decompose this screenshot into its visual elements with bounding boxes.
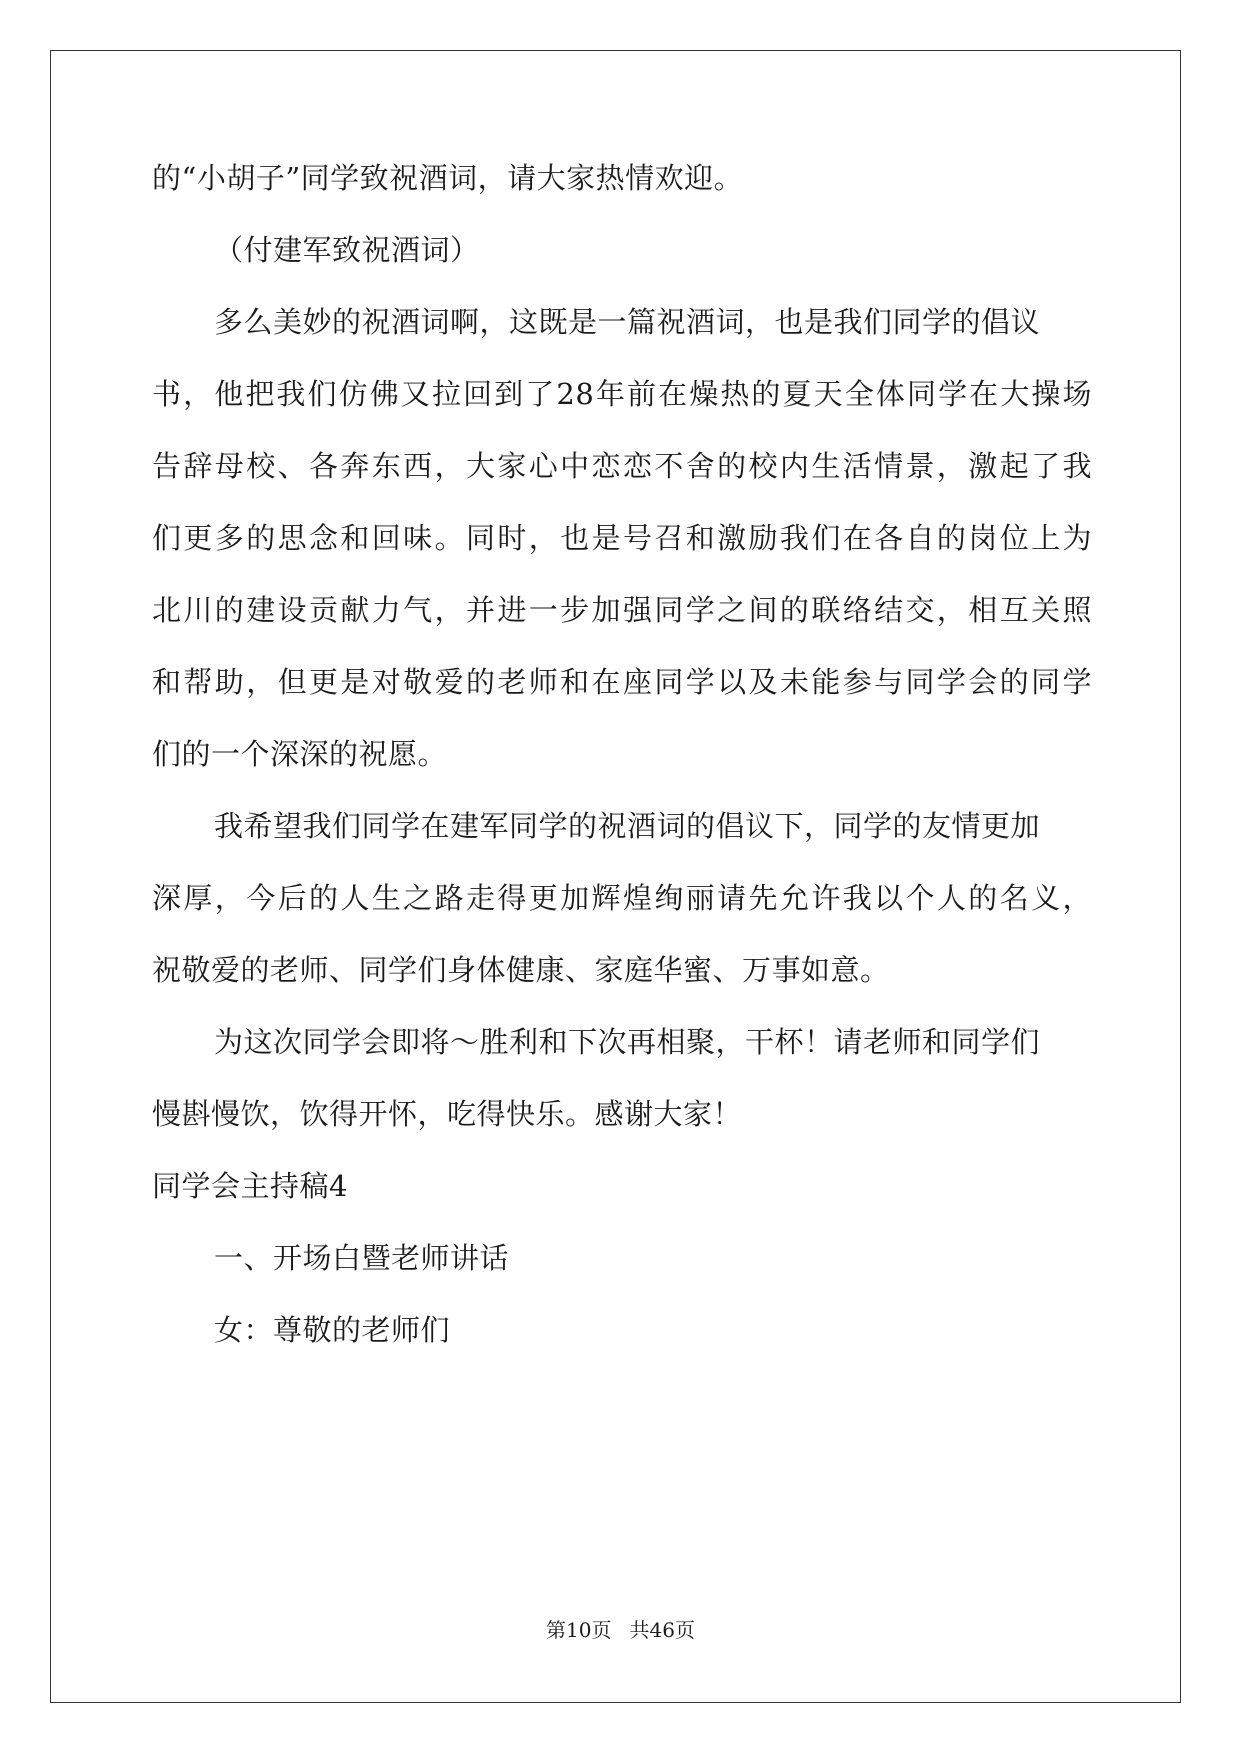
page-number: 第10页	[546, 1618, 612, 1642]
text-line: 们更多的思念和回味。同时，也是号召和激励我们在各自的岗位上为	[152, 521, 1092, 555]
paragraph-start: 我希望我们同学在建军同学的祝酒词的倡议下，同学的友情更加	[214, 809, 1041, 843]
paragraph-start: 为这次同学会即将～胜利和下次再相聚，干杯！请老师和同学们	[214, 1025, 1041, 1059]
paragraph-start: 多么美妙的祝酒词啊，这既是一篇祝酒词，也是我们同学的倡议	[214, 305, 1041, 339]
text-line: 告辞母校、各奔东西，大家心中恋恋不舍的校内生活情景，激起了我	[152, 449, 1092, 483]
text-line: 北川的建设贡献力气，并进一步加强同学之间的联络结交，相互关照	[152, 593, 1092, 627]
page-border	[50, 50, 1181, 1703]
page-footer	[0, 1618, 1241, 1642]
subsection-heading: 一、开场白暨老师讲话	[214, 1241, 510, 1275]
page-total: 共46页	[629, 1618, 695, 1642]
section-heading: 同学会主持稿4	[152, 1169, 348, 1203]
text-line: 慢斟慢饮，饮得开怀，吃得快乐。感谢大家！	[152, 1097, 743, 1131]
text-line: 祝敬爱的老师、同学们身体健康、家庭华蜜、万事如意。	[152, 953, 890, 987]
text-line: 和帮助，但更是对敬爱的老师和在座同学以及未能参与同学会的同学	[152, 665, 1092, 699]
paragraph-start: 女：尊敬的老师们	[214, 1313, 451, 1347]
text-line: 深厚，今后的人生之路走得更加辉煌绚丽请先允许我以个人的名义，	[152, 881, 1092, 915]
text-line: 的“小胡子”同学致祝酒词，请大家热情欢迎。	[152, 161, 744, 195]
text-line: 书，他把我们仿佛又拉回到了28年前在燥热的夏天全体同学在大操场	[152, 377, 1092, 411]
text-line: 们的一个深深的祝愿。	[152, 737, 448, 771]
text-line: （付建军致祝酒词）	[214, 233, 480, 267]
